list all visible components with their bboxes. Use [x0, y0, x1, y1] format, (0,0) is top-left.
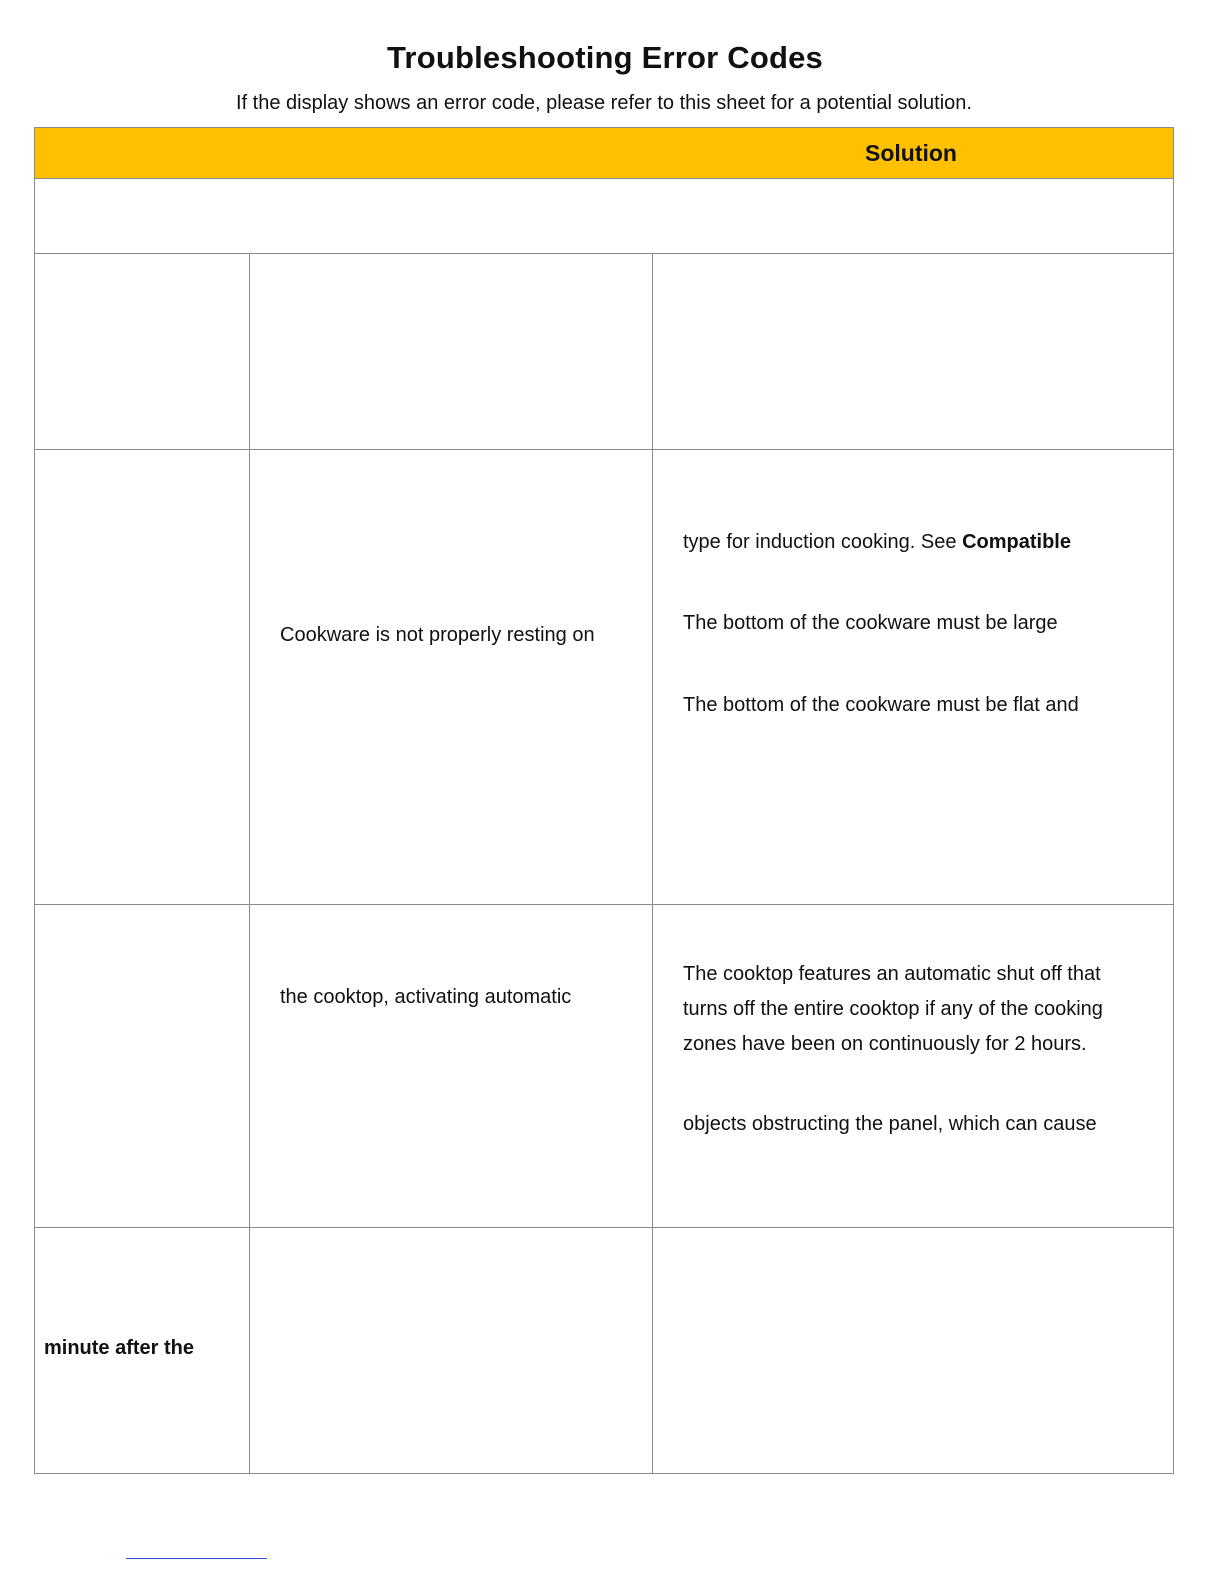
- solution-line: The cooktop features an automatic shut off that: [683, 963, 1101, 985]
- solution-line: objects obstructing the panel, which can cause: [683, 1113, 1097, 1135]
- page-subtitle: If the display shows an error code, please refer to this sheet for a potential solution.: [236, 92, 972, 114]
- cause-cell: Cookware is not properly resting on: [280, 624, 595, 646]
- solution-line: The bottom of the cookware must be flat and: [683, 694, 1079, 716]
- page-title: Troubleshooting Error Codes: [387, 40, 823, 75]
- row-divider: [35, 1227, 1173, 1228]
- solution-line: turns off the entire cooktop if any of the cooking: [683, 998, 1103, 1020]
- compatible-cookware-reference: Compatible: [962, 531, 1071, 553]
- solution-column-header: Solution: [865, 140, 957, 166]
- row-divider: [35, 449, 1173, 450]
- column-divider: [652, 253, 653, 1473]
- solution-line-text: type for induction cooking. See: [683, 531, 963, 553]
- error-codes-table: [34, 127, 1174, 1474]
- row-divider: [35, 904, 1173, 905]
- column-divider: [249, 253, 250, 1473]
- solution-line: The bottom of the cookware must be large: [683, 612, 1058, 634]
- error-code-cell: minute after the: [44, 1337, 195, 1359]
- table-header: [35, 128, 1173, 179]
- solution-line: [683, 525, 1071, 560]
- footer-link-underline[interactable]: [126, 1558, 267, 1559]
- cause-cell: the cooktop, activating automatic: [280, 986, 572, 1008]
- solution-line: zones have been on continuously for 2 hours.: [683, 1033, 1087, 1055]
- row-divider: [35, 253, 1173, 254]
